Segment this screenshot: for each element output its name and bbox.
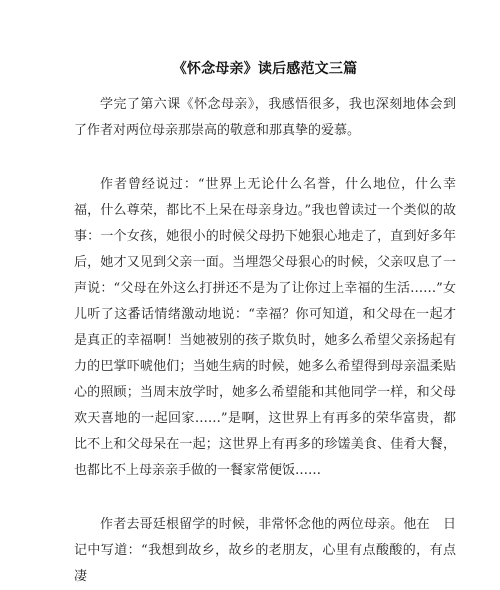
document-title: 《怀念母亲》读后感范文三篇 xyxy=(172,61,358,77)
paragraph-1: 学完了第六课《怀念母亲》，我感悟很多，我也深刻地体会到了作者对两位母亲那崇高的敬意和那真挚的爱慕。 xyxy=(74,97,456,138)
paragraph-2: 作者曾经说过：“世界上无论什么名誉，什么地位，什么幸福，什么尊荣，都比不上呆在母亲身边。”我也曾读过一个类似的故事：一个女孩，她很小的时候父母扔下她狠心地走了，直到好多年后，她才又见到父亲一面。当埋怨父母狠心的时候，父亲叹息了一声说：“父母在外这么打拼还不是为了让你过上幸福的生活……”女儿听了这番话情绪激动地说：“幸福？你可知道，和父母在一起才是真正的幸福啊！当她被别的孩子欺负时，她多么希望父亲扬起有力的巴掌吓唬他们；当她生病的时候，她多么希望得到母亲温柔贴心的照顾；当周末放学时，她多么希望能和其他同学一样，和父母欢天喜地的一起回家……”是啊，这世界上有再多的荣华富贵，都比不上和父母呆在一起；这世界上有再多的珍馐美食、佳肴大餐，也都比不上母亲亲手做的一餐家常便饭…… xyxy=(74,177,456,478)
paragraph-gap xyxy=(74,484,456,512)
paragraph-gap xyxy=(74,144,456,172)
paragraph-3: 作者去哥廷根留学的时候，非常怀念他的两位母亲。他在 日记中写道：“我想到故乡，故乡的老朋友，心里有点酸酸的，有点凄 xyxy=(74,517,456,584)
